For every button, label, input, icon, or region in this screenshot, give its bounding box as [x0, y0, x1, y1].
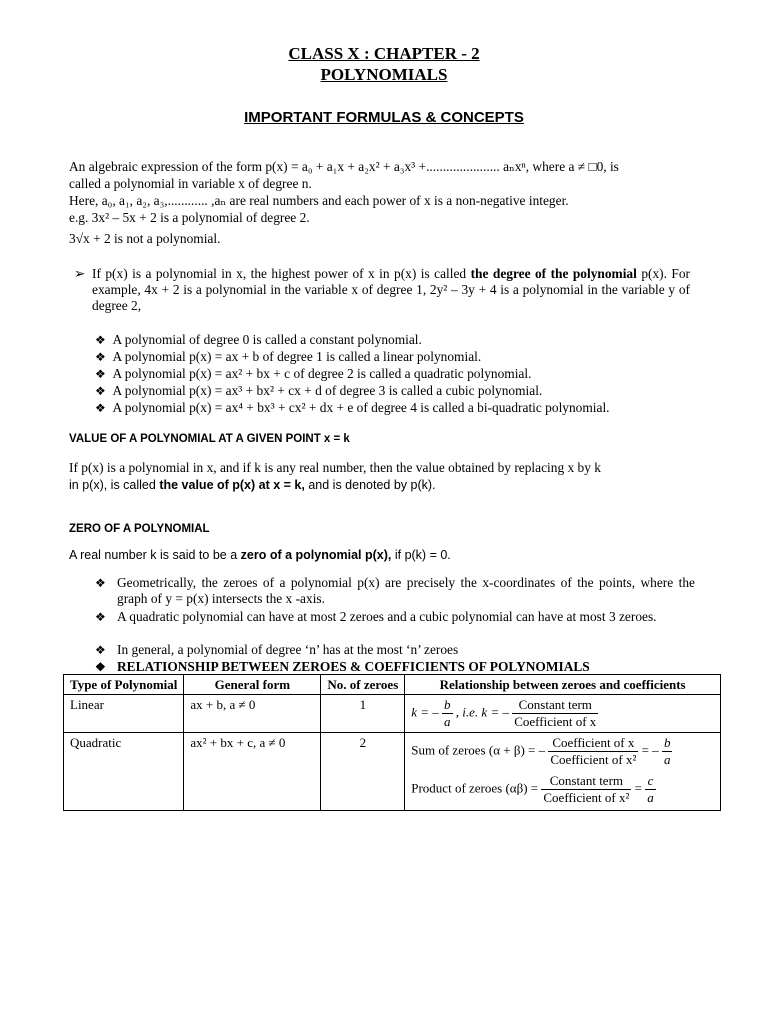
list-item: ❖ Geometrically, the zeroes of a polynomial p(x) are precisely the x-coordinates of the points, where the graph of y = p(x) intersects the x -axis. [95, 575, 695, 609]
fraction-b-over-a: $\frac{b}{a}$ [444, 697, 451, 729]
diamond-bullet-icon: ❖ [95, 643, 106, 657]
list-item: ❖ A polynomial p(x) = ax⁴ + bx³ + cx² + dx + e of degree 4 is called a bi-quadratic polynomial. [95, 400, 610, 415]
list-item: ❖ In general, a polynomial of degree ‘n’ has at the most ‘n’ zeroes [95, 642, 459, 657]
list-item: ❖ A quadratic polynomial can have at most 2 zeroes and a cubic polynomial can have at most 3 zeroes. [95, 609, 695, 642]
list-item: ❖ RELATIONSHIP BETWEEN ZEROES & COEFFICIENTS OF POLYNOMIALS [95, 659, 590, 674]
diamond-bullet-icon: ❖ [95, 576, 106, 590]
sum-of-zeroes: Sum of zeroes (α + β) = – $\frac{\text{Coefficient of x}}{\text{Coefficient of x²}}$ = – $\frac{b}{a}$ [411, 735, 671, 767]
cell-zeroes: 2 [321, 733, 405, 811]
intro-line-5 [69, 231, 220, 247]
value-line-2: in p(x), is called the value of p(x) at x = k, and is denoted by p(k). [69, 478, 436, 492]
degree-para-bold: the degree of the polynomial [470, 266, 637, 281]
cell-type: Linear [64, 695, 184, 733]
fraction-constant-term: $\frac{\text{Constant term}}{\text{Coefficient of x}}$ [514, 697, 597, 729]
list-item: ❖ A polynomial p(x) = ax + b of degree 1 is called a linear polynomial. [95, 349, 482, 364]
value-section-heading: VALUE OF A POLYNOMIAL AT A GIVEN POINT x = k [69, 433, 350, 445]
intro-line-3: Here, a₀, a₁, a₂, a₃,............ ,aₙ are real numbers and each power of x is a non-negative integer. [69, 193, 569, 208]
zero-bullets [95, 575, 695, 676]
cell-form: ax + b, a ≠ 0 [184, 695, 321, 733]
diamond-bullet-icon: ❖ [95, 350, 106, 364]
intro-line-2: called a polynomial in variable x of degree n. [69, 176, 312, 191]
chapter-title: POLYNOMIALS [320, 65, 448, 84]
diamond-bullet-icon: ❖ [95, 367, 106, 381]
fraction-c-over-a: $\frac{c}{a}$ [647, 773, 654, 805]
header-type: Type of Polynomial [64, 675, 184, 695]
diamond-bullet-icon: ❖ [95, 384, 106, 398]
intro-line-5-text: is not a polynomial. [114, 231, 221, 246]
table-row [64, 695, 721, 733]
degree-list [95, 332, 610, 417]
cell-relationship: k = – $\frac{b}{a}$ , i.e. k = – $\frac{\text{Constant term}}{\text{Coefficient of x}}$ [405, 695, 721, 733]
table-row [64, 733, 721, 811]
diamond-bullet-icon: ❖ [95, 660, 106, 674]
diamond-bullet-icon: ❖ [95, 610, 106, 624]
diamond-bullet-icon: ❖ [95, 401, 106, 415]
header-form: General form [184, 675, 321, 695]
intro-line-4: e.g. 3x² – 5x + 2 is a polynomial of degree 2. [69, 210, 310, 225]
cell-form: ax² + bx + c, a ≠ 0 [184, 733, 321, 811]
fraction-sum: $\frac{\text{Coefficient of x}}{\text{Coefficient of x²}}$ [550, 735, 637, 767]
zero-definition: A real number k is said to be a zero of a polynomial p(x), if p(k) = 0. [69, 548, 451, 562]
degree-para-part2: p(x). For example, 4x + 2 is a polynomial in the variable x of degree 1, 2y² – 3y + 4 is a polynomial in the variable y of degree 2, [92, 266, 691, 313]
cell-relationship [405, 733, 721, 811]
diamond-bullet-icon: ❖ [95, 333, 106, 347]
arrow-bullet-icon: ➢ [74, 266, 86, 281]
fraction-product: $\frac{\text{Constant term}}{\text{Coefficient of x²}}$ [543, 773, 630, 805]
list-item: ❖ A polynomial p(x) = ax² + bx + c of degree 2 is called a quadratic polynomial. [95, 366, 532, 381]
cell-type: Quadratic [64, 733, 184, 811]
degree-paragraph [92, 266, 690, 314]
cell-zeroes: 1 [321, 695, 405, 733]
degree-para-part1: If p(x) is a polynomial in x, the highest power of x in p(x) is called [92, 266, 467, 281]
sqrt-expression: 3√x + 2 [69, 231, 111, 246]
section-subtitle: IMPORTANT FORMULAS & CONCEPTS [244, 109, 524, 126]
header-relationship: Relationship between zeroes and coefficients [405, 675, 721, 695]
fraction-b-over-a: $\frac{b}{a}$ [663, 735, 671, 767]
zero-section-heading: ZERO OF A POLYNOMIAL [69, 523, 210, 535]
page-title: CLASS X : CHAPTER - 2 [288, 44, 480, 63]
header-zeroes: No. of zeroes [321, 675, 405, 695]
relationship-table [63, 674, 721, 811]
intro-line-1: An algebraic expression of the form p(x) = a₀ + a₁x + a₂x² + a₃x³ +...................... aₙxⁿ, where a ≠ □0, is [69, 159, 619, 174]
table-header-row [64, 675, 721, 695]
list-item: ❖ A polynomial of degree 0 is called a constant polynomial. [95, 332, 422, 347]
value-line-1: If p(x) is a polynomial in x, and if k is any real number, then the value obtained by replacing x by k [69, 460, 601, 475]
product-of-zeroes: Product of zeroes (αβ) = $\frac{\text{Constant term}}{\text{Coefficient of x²}}$ = $\frac{c}{a}$ [411, 773, 654, 805]
list-item: ❖ A polynomial p(x) = ax³ + bx² + cx + d of degree 3 is called a cubic polynomial. [95, 383, 543, 398]
